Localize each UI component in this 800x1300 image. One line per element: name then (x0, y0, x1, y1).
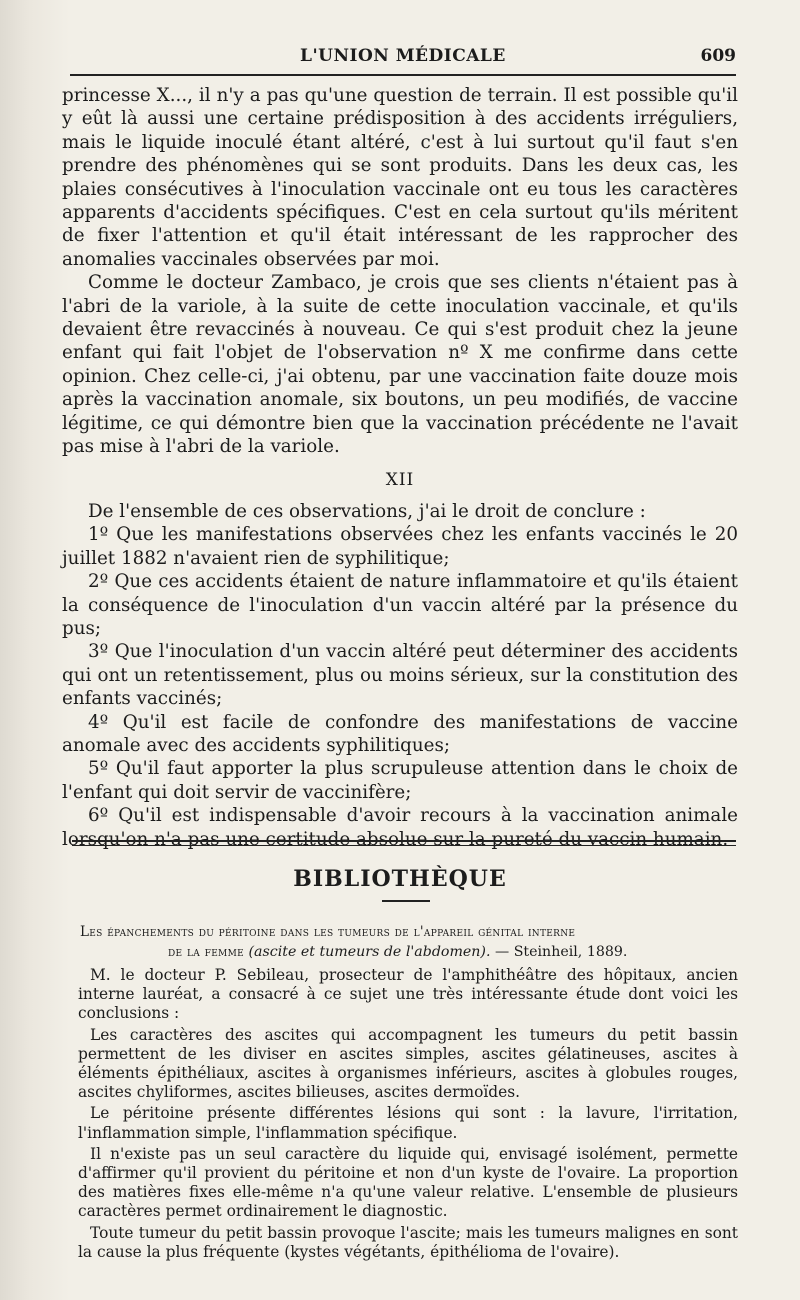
book-reference (80, 922, 740, 962)
header-rule (70, 74, 736, 76)
article-body (62, 84, 738, 851)
conclusion-item: 2º Que ces accidents étaient de nature inflammatoire et qu'ils étaient la conséquence de l'inoculation d'un vaccin altéré par la présence du pus; (62, 571, 738, 639)
section-number: XII (385, 469, 415, 490)
paragraph: princesse X..., il n'y a pas qu'une question de terrain. Il est possible qu'il y eût là aussi une certaine prédisposition à des accidents irréguliers, mais le liquide inoculé étant altéré, c'est à lui surtout qu'il faut s'en prendre des phénomènes qui se sont produits. Dans les deux cas, les plaies consécutives à l'inoculation vaccinale ont eu tous les caractères apparents d'accidents spécifiques. C'est en cela surtout qu'ils méritent de fixer l'attention et qu'il était intéressant de les rapprocher des anomalies vaccinales observées par moi. (62, 85, 738, 270)
conclusion-item: 6º Qu'il est indispensable d'avoir recours à la vaccination animale lorsqu'on n'a pas une certitude absolue sur la pureté du vaccin humain. (62, 805, 738, 850)
conclusion-item: 1º Que les manifestations observées chez les enfants vaccinés le 20 juillet 1882 n'avaient rien de syphilitique; (62, 524, 738, 569)
book-title-line: Les épanchements du péritoine dans les tumeurs de l'appareil génital interne (80, 924, 576, 940)
conclusion-item: 3º Que l'inoculation d'un vaccin altéré peut déterminer des accidents qui ont un retentissement, plus ou moins sérieux, sur la constitution des enfants vaccinés; (62, 641, 738, 710)
review-paragraph: Il n'existe pas un seul caractère du liquide qui, envisagé isolément, permette d'affirmer qu'il provient du péritoine et non d'un kyste de l'ovaire. La proportion des matières fixes elle-même n'a qu'une valeur relative. L'ensemble de plusieurs caractères permet ordinairement le diagnostic. (78, 1144, 738, 1221)
running-title: L'UNION MÉDICALE (300, 46, 506, 66)
review-body (78, 966, 738, 1264)
page-number: 609 (700, 46, 736, 66)
paragraph: Comme le docteur Zambaco, je crois que ses clients n'étaient pas à l'abri de la variole, à la suite de cette inoculation vaccinale, et qu'ils devaient être revaccinés à nouveau. Ce qui s'est produit chez la jeune enfant qui fait l'objet de l'observation nº X me confirme dans cette opinion. Chez celle-ci, j'ai obtenu, par une vaccination faite douze mois après la vaccination anomale, six boutons, un peu modifiés, de vaccine légitime, ce qui démontre bien que la vaccination précédente ne l'avait pas mise à l'abri de la variole. (62, 272, 738, 458)
review-paragraph: Les caractères des ascites qui accompagnent les tumeurs du petit bassin permettent de les diviser en ascites simples, ascites gélatineuses, ascites à éléments épithéliaux, ascites à organismes inférieurs, ascites à globules rouges, ascites chyliformes, ascites bilieuses, ascites dermoïdes. (78, 1025, 738, 1102)
title-rule (382, 900, 430, 902)
review-paragraph: Le péritoine présente différentes lésions qui sont : la lavure, l'irritation, l'inflammation simple, l'inflammation spécifique. (78, 1104, 738, 1142)
publisher: — Steinheil, 1889. (495, 944, 628, 960)
conclusion-item: 4º Qu'il est facile de confondre des manifestations de vaccine anomale avec des accidents syphilitiques; (62, 711, 738, 756)
review-paragraph: Toute tumeur du petit bassin provoque l'ascite; mais les tumeurs malignes en sont la cause la plus fréquente (kystes végétants, épithélioma de l'ovaire). (78, 1223, 738, 1261)
book-subtitle: (ascite et tumeurs de l'abdomen). (248, 944, 491, 960)
conclusion-item: 5º Qu'il faut apporter la plus scrupuleuse attention dans le choix de l'enfant qui doit servir de vaccinifère; (62, 758, 738, 803)
paragraph: De l'ensemble de ces observations, j'ai le droit de conclure : (88, 500, 646, 522)
page-header (70, 44, 740, 72)
section-divider (72, 840, 736, 846)
review-paragraph: M. le docteur P. Sebileau, prosecteur de l'amphithéâtre des hôpitaux, ancien interne lauréat, a consacré à ce sujet une très intéressante étude dont voici les conclusions : (78, 966, 738, 1023)
book-title-end: de la femme (168, 944, 244, 960)
section-title: BIBLIOTHÈQUE (293, 866, 507, 892)
book-title-line-2 (80, 942, 740, 962)
